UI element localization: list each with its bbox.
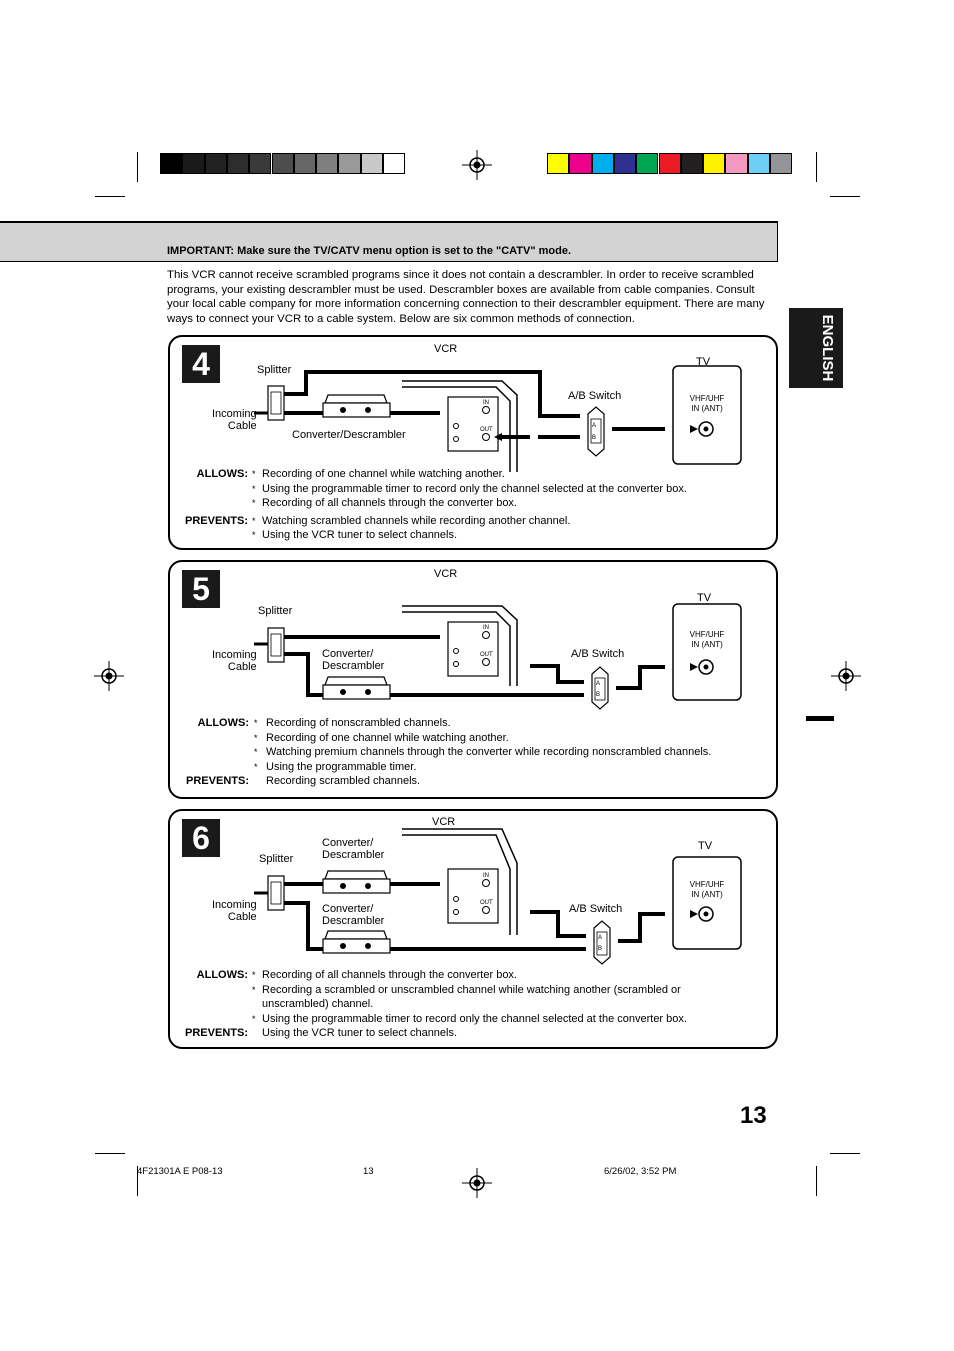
ab-switch-device <box>592 667 608 709</box>
allows-prevents-list <box>170 968 776 1041</box>
in-label: IN <box>483 625 489 631</box>
allows-label: ALLOWS: <box>197 717 249 729</box>
footer-page: 13 <box>363 1166 374 1177</box>
prevents-label: PREVENTS: <box>185 1027 248 1039</box>
bullet: * <box>254 761 258 772</box>
method-number: 5 <box>182 570 220 608</box>
bullet: * <box>252 984 256 995</box>
calibration-color-swatch <box>659 153 681 174</box>
crop-mark <box>95 1153 125 1154</box>
splitter-label: Splitter <box>259 853 294 865</box>
vcr-unit <box>402 381 517 472</box>
calibration-gray-swatch <box>249 153 271 174</box>
calibration-color-swatch <box>770 153 792 174</box>
in-label: IN <box>483 873 489 879</box>
vcr-unit <box>402 606 517 686</box>
allows-item: Recording of all channels through the converter box. <box>262 497 517 509</box>
bullet: * <box>254 732 258 743</box>
incoming-cable-label: Incoming Cable <box>212 649 257 673</box>
calibration-color-swatch <box>592 153 614 174</box>
tv-unit <box>673 857 741 949</box>
splitter-device <box>254 876 284 910</box>
calibration-color-swatch <box>614 153 636 174</box>
incoming-cable-label: Incoming Cable <box>212 899 257 923</box>
calibration-gray-swatch <box>182 153 204 174</box>
bullet: * <box>254 747 258 757</box>
calibration-gray-swatch <box>338 153 360 174</box>
calibration-color-swatch <box>681 153 703 174</box>
intro-paragraph: This VCR cannot receive scrambled programs since it does not contain a descrambler. In order to receive scrambled programs, your existing descrambler must be used. Descrambler boxes are available from cable companies. Consult your local cable company for more information concerning connection to their descrambler equipment. There are many ways to connect your VCR to a cable system. Below are six common methods of connection. <box>167 269 765 325</box>
crop-mark <box>816 152 817 182</box>
splitter-label: Splitter <box>258 605 293 617</box>
crop-mark <box>137 152 138 182</box>
splitter-label: Splitter <box>257 364 292 376</box>
crop-mark <box>816 1166 817 1196</box>
out-label: OUT <box>480 900 493 906</box>
calibration-color-swatch <box>636 153 658 174</box>
b-label: B <box>598 946 603 952</box>
crop-mark <box>830 1153 860 1154</box>
footer-code: 4F21301A E P08-13 <box>137 1166 223 1177</box>
calibration-color-swatch <box>748 153 770 174</box>
vhf-uhf-label: VHF/UHF IN (ANT) <box>689 394 725 413</box>
bullet: * <box>252 515 256 526</box>
splitter-device <box>254 386 284 420</box>
tv-label: TV <box>697 592 712 604</box>
converter-box-lower <box>323 931 390 953</box>
vhf-uhf-label: VHF/UHF IN (ANT) <box>689 880 725 899</box>
splitter-device <box>254 628 284 662</box>
allows-item: Using the programmable timer to record only the channel selected at the converter box. <box>262 482 687 495</box>
important-note: IMPORTANT: Make sure the TV/CATV menu option is set to the "CATV" mode. <box>167 245 572 257</box>
allows-item: Recording a scrambled or unscrambled channel while watching another (scrambled or unscrambled) channel. <box>262 983 681 1010</box>
registration-mark-left <box>94 661 124 691</box>
a-label: A <box>592 423 597 429</box>
calibration-gray-swatch <box>361 153 383 174</box>
calibration-gray-swatch <box>272 153 294 174</box>
tv-label: TV <box>696 356 711 368</box>
vcr-label: VCR <box>434 568 458 580</box>
tv-unit <box>673 604 741 700</box>
allows-item: Recording of all channels through the converter box. <box>262 969 517 981</box>
tv-label: TV <box>698 840 713 852</box>
language-tab-label: ENGLISH <box>819 314 836 382</box>
converter-box <box>323 677 390 699</box>
bullet: * <box>252 970 256 980</box>
calibration-color-swatch <box>547 153 569 174</box>
ab-switch-device <box>594 921 610 964</box>
side-marker <box>806 716 834 721</box>
allows-item: Recording of one channel while watching another. <box>262 468 505 480</box>
in-label: IN <box>483 400 489 406</box>
allows-item: Watching premium channels through the converter while recording nonscrambled channels. <box>266 746 712 758</box>
converter-box <box>323 395 390 417</box>
converter-label: Converter/Descrambler <box>292 429 406 441</box>
allows-prevents-list <box>170 716 776 789</box>
out-label: OUT <box>480 427 493 433</box>
allows-label: ALLOWS: <box>196 468 248 480</box>
a-label: A <box>596 681 601 687</box>
allows-item: Recording of one channel while watching another. <box>266 731 509 744</box>
calibration-gray-swatch <box>227 153 249 174</box>
b-label: B <box>592 435 597 441</box>
converter-label-lower: Converter/ Descrambler <box>322 903 385 927</box>
method-number: 6 <box>182 819 220 857</box>
bullet: * <box>252 469 256 479</box>
prevents-label: PREVENTS: <box>186 775 249 787</box>
allows-item: Using the programmable timer. <box>266 760 417 773</box>
vcr-label: VCR <box>432 816 456 828</box>
a-label: A <box>598 935 603 941</box>
prevents-item: Using the VCR tuner to select channels. <box>262 1027 458 1039</box>
allows-item: Using the programmable timer to record only the channel selected at the converter box. <box>262 1012 687 1025</box>
allows-prevents-list <box>170 467 776 543</box>
converter-box-upper <box>323 871 390 893</box>
calibration-color-swatch <box>569 153 591 174</box>
bullet: * <box>252 498 256 508</box>
ab-switch-label: A/B Switch <box>568 390 622 402</box>
prevents-item: Recording scrambled channels. <box>266 775 421 787</box>
footer-date: 6/26/02, 3:52 PM <box>604 1166 677 1177</box>
calibration-gray-swatch <box>383 153 405 174</box>
prevents-item: Using the VCR tuner to select channels. <box>262 529 458 541</box>
out-label: OUT <box>480 652 493 658</box>
crop-mark <box>95 196 125 197</box>
calibration-gray-swatch <box>205 153 227 174</box>
method-panel-4 <box>168 335 778 550</box>
prevents-label: PREVENTS: <box>185 514 248 527</box>
registration-mark-top <box>462 150 492 180</box>
arrow <box>690 910 698 918</box>
calibration-color-swatch <box>703 153 725 174</box>
converter-label: Converter/ Descrambler <box>322 648 385 672</box>
bullet: * <box>252 483 256 494</box>
calibration-gray-swatch <box>294 153 316 174</box>
prevents-item: Watching scrambled channels while recording another channel. <box>262 514 571 527</box>
language-tab <box>789 308 843 388</box>
page-number: 13 <box>740 1102 767 1129</box>
method-number: 4 <box>182 345 220 383</box>
allows-label: ALLOWS: <box>196 969 248 981</box>
allows-item: Recording of nonscrambled channels. <box>266 717 451 729</box>
bullet: * <box>252 530 256 540</box>
method-panel-5 <box>168 560 778 799</box>
calibration-gray-swatch <box>316 153 338 174</box>
arrow <box>690 663 698 671</box>
calibration-color-swatch <box>725 153 747 174</box>
b-label: B <box>596 692 601 698</box>
ab-switch-device <box>588 407 604 456</box>
arrow <box>690 425 698 433</box>
ab-switch-label: A/B Switch <box>569 903 623 915</box>
ab-switch-label: A/B Switch <box>571 648 625 660</box>
crop-mark <box>830 196 860 197</box>
registration-mark-bottom <box>462 1168 492 1198</box>
vhf-uhf-label: VHF/UHF IN (ANT) <box>689 630 725 649</box>
vcr-label: VCR <box>434 343 458 355</box>
calibration-gray-swatch <box>160 153 182 174</box>
bullet: * <box>254 718 258 728</box>
tv-unit <box>673 366 741 464</box>
converter-label-upper: Converter/ Descrambler <box>322 837 385 861</box>
method-panel-6 <box>168 809 778 1049</box>
bullet: * <box>252 1013 256 1024</box>
incoming-cable-label: Incoming Cable <box>212 408 257 432</box>
registration-mark-right <box>831 661 861 691</box>
